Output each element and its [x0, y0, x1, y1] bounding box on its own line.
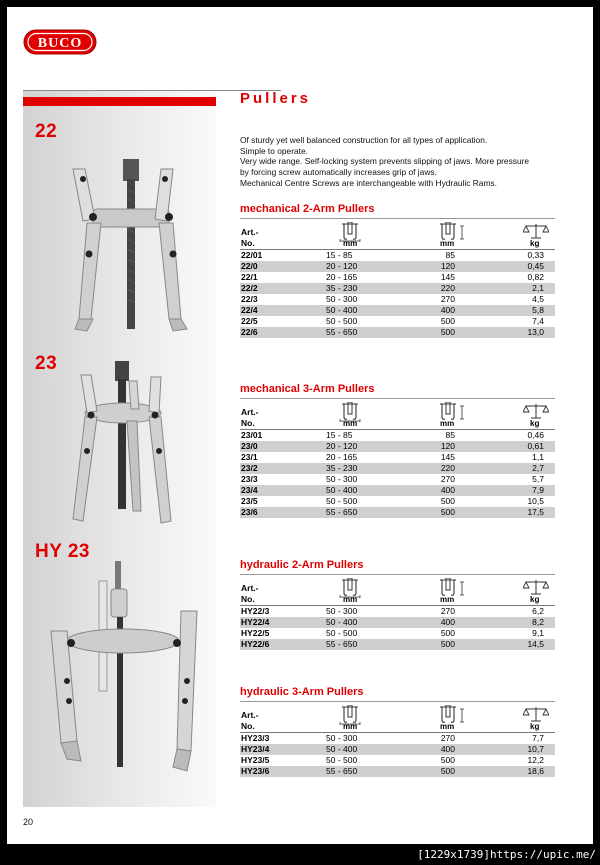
- jaw-range: 50 - 400: [326, 744, 358, 754]
- table-row: [240, 755, 555, 766]
- puller-table: [240, 383, 555, 518]
- table-row: [240, 294, 555, 305]
- art-number: 22/1: [241, 272, 258, 282]
- art-number: HY23/6: [241, 766, 270, 776]
- weight: 7,4: [532, 316, 544, 326]
- jaw-depth: 400: [440, 744, 455, 754]
- jaw-range: 35 - 230: [326, 463, 358, 473]
- art-number: 22/6: [241, 327, 258, 337]
- weight: 7,9: [532, 485, 544, 495]
- intro-line: Mechanical Centre Screws are interchangeable with Hydraulic Rams.: [240, 177, 497, 188]
- table-row: [240, 327, 555, 338]
- catalog-page: [7, 7, 593, 844]
- jaw-range: 50 - 300: [326, 606, 358, 616]
- art-number: 23/0: [241, 441, 258, 451]
- table-row: [240, 272, 555, 283]
- jaw-depth: 500: [440, 755, 455, 765]
- jaw-range: 20 - 165: [326, 272, 358, 282]
- art-number: 22/0: [241, 261, 258, 271]
- scale-icon: [523, 578, 549, 596]
- buco-logo: [23, 29, 97, 55]
- art-no-header: [241, 710, 258, 732]
- weight: 10,5: [527, 496, 544, 506]
- table-row: [240, 250, 555, 261]
- table-header: [240, 575, 555, 605]
- table-row: [240, 452, 555, 463]
- art-number: HY22/6: [241, 639, 270, 649]
- depth-unit: mm: [440, 722, 455, 731]
- art-header-line: No.: [241, 594, 255, 604]
- table-row: [240, 744, 555, 755]
- intro-line: by forcing screw automatically increases grip of jaws.: [240, 167, 437, 178]
- jaw-depth: 500: [440, 639, 455, 649]
- jaw-range: 50 - 500: [326, 628, 358, 638]
- scale-icon: [523, 402, 549, 420]
- jaw-depth: 220: [440, 283, 455, 293]
- weight-unit: kg: [530, 239, 540, 248]
- two-arm-puller-image: [53, 159, 193, 344]
- table-row: [240, 305, 555, 316]
- table-row: [240, 463, 555, 474]
- intro-line: Simple to operate.: [240, 145, 308, 156]
- hydraulic-puller-image: [41, 561, 206, 801]
- weight: 10,7: [527, 744, 544, 754]
- weight: 5,7: [532, 474, 544, 484]
- weight: 9,1: [532, 628, 544, 638]
- art-header-line: No.: [241, 418, 255, 428]
- table-row: [240, 639, 555, 650]
- intro-line: Very wide range. Self-locking system prevents slipping of jaws. More pressure: [240, 156, 530, 167]
- table-row: [240, 628, 555, 639]
- depth-unit: mm: [440, 595, 455, 604]
- jaw-range: 50 - 500: [326, 755, 358, 765]
- art-header-line: Art.-: [241, 407, 259, 417]
- product-label-hy23: HY 23: [35, 541, 90, 562]
- three-arm-puller-image: [63, 361, 183, 536]
- jaw-depth: 270: [440, 606, 455, 616]
- art-number: HY23/4: [241, 744, 270, 754]
- scale-icon: [523, 222, 549, 240]
- jaw-depth: 400: [440, 485, 455, 495]
- jaw-range: 35 - 230: [326, 283, 358, 293]
- table-title: hydraulic 3-Arm Pullers: [240, 686, 364, 698]
- weight: 0,33: [527, 250, 544, 260]
- art-number: 22/5: [241, 316, 258, 326]
- art-number: 22/3: [241, 294, 258, 304]
- weight: 13,0: [527, 327, 544, 337]
- jaw-depth: 145: [440, 272, 455, 282]
- jaw-range: 20 - 120: [326, 261, 358, 271]
- art-header-line: Art.-: [241, 710, 259, 720]
- weight: 0,82: [527, 272, 544, 282]
- jaw-depth: 85: [445, 430, 455, 440]
- puller-table: [240, 559, 555, 650]
- jaw-range: 50 - 400: [326, 305, 358, 315]
- table-title: mechanical 2-Arm Pullers: [240, 203, 375, 215]
- jaw-depth: 400: [440, 305, 455, 315]
- weight: 0,46: [527, 430, 544, 440]
- jaw-range: 15 - 85: [326, 430, 353, 440]
- jaw-depth: 270: [440, 294, 455, 304]
- art-number: 23/3: [241, 474, 258, 484]
- table-row: [240, 606, 555, 617]
- art-header-line: No.: [241, 238, 255, 248]
- art-number: 23/1: [241, 452, 258, 462]
- table-row: [240, 617, 555, 628]
- jaw-depth: 220: [440, 463, 455, 473]
- jaw-depth: 85: [445, 250, 455, 260]
- table-row: [240, 485, 555, 496]
- weight: 2,7: [532, 463, 544, 473]
- art-no-header: [241, 407, 258, 429]
- jaw-range: 50 - 300: [326, 733, 358, 743]
- art-no-header: [241, 583, 258, 605]
- jaw-range: 50 - 300: [326, 474, 358, 484]
- jaw-depth: 145: [440, 452, 455, 462]
- jaw-range: 15 - 85: [326, 250, 353, 260]
- puller-table: [240, 203, 555, 338]
- weight: 0,61: [527, 441, 544, 451]
- table-header: [240, 399, 555, 429]
- jaw-depth: 500: [440, 766, 455, 776]
- art-number: 22/2: [241, 283, 258, 293]
- weight: 0,45: [527, 261, 544, 271]
- watermark-text: [1229x1739]https://upic.me/: [417, 848, 596, 861]
- table-row: [240, 261, 555, 272]
- weight-unit: kg: [530, 722, 540, 731]
- weight: 4,5: [532, 294, 544, 304]
- depth-unit: mm: [440, 419, 455, 428]
- weight-unit: kg: [530, 595, 540, 604]
- jaw-range: 55 - 650: [326, 639, 358, 649]
- weight: 7,7: [532, 733, 544, 743]
- jaw-range: 55 - 650: [326, 327, 358, 337]
- art-number: 23/4: [241, 485, 258, 495]
- jaw-range: 20 - 165: [326, 452, 358, 462]
- table-title: mechanical 3-Arm Pullers: [240, 383, 375, 395]
- art-number: 23/01: [241, 430, 263, 440]
- weight: 14,5: [527, 639, 544, 649]
- page-title: Pullers: [240, 90, 312, 107]
- jaw-range: 50 - 400: [326, 617, 358, 627]
- art-number: 23/2: [241, 463, 258, 473]
- jaw-range: 50 - 400: [326, 485, 358, 495]
- art-number: HY22/5: [241, 628, 270, 638]
- jaw-range: 55 - 650: [326, 766, 358, 776]
- weight: 12,2: [527, 755, 544, 765]
- jaw-depth: 120: [440, 261, 455, 271]
- jaw-depth: 500: [440, 496, 455, 506]
- art-header-line: Art.-: [241, 227, 259, 237]
- weight: 2,1: [532, 283, 544, 293]
- weight: 6,2: [532, 606, 544, 616]
- table-row: [240, 474, 555, 485]
- jaw-depth: 270: [440, 474, 455, 484]
- range-unit: mm: [343, 722, 358, 731]
- jaw-depth: 500: [440, 507, 455, 517]
- range-unit: mm: [343, 239, 358, 248]
- art-number: 23/5: [241, 496, 258, 506]
- table-header: [240, 219, 555, 249]
- jaw-range: 50 - 500: [326, 316, 358, 326]
- weight: 8,2: [532, 617, 544, 627]
- art-number: 22/4: [241, 305, 258, 315]
- jaw-depth: 270: [440, 733, 455, 743]
- weight: 1,1: [532, 452, 544, 462]
- product-label-23: 23: [35, 353, 58, 374]
- weight: 5,8: [532, 305, 544, 315]
- table-header: [240, 702, 555, 732]
- art-number: HY23/3: [241, 733, 270, 743]
- depth-unit: mm: [440, 239, 455, 248]
- jaw-depth: 400: [440, 617, 455, 627]
- table-row: [240, 316, 555, 327]
- table-row: [240, 283, 555, 294]
- jaw-range: 50 - 300: [326, 294, 358, 304]
- range-unit: mm: [343, 595, 358, 604]
- weight-unit: kg: [530, 419, 540, 428]
- art-number: HY23/5: [241, 755, 270, 765]
- page-number: 20: [23, 817, 34, 827]
- red-accent-bar: [23, 97, 216, 106]
- jaw-range: 50 - 500: [326, 496, 358, 506]
- art-no-header: [241, 227, 258, 249]
- art-number: HY22/4: [241, 617, 270, 627]
- jaw-range: 20 - 120: [326, 441, 358, 451]
- table-title: hydraulic 2-Arm Pullers: [240, 559, 364, 571]
- jaw-depth: 500: [440, 628, 455, 638]
- svg-text:BUCO: BUCO: [37, 36, 83, 51]
- art-header-line: Art.-: [241, 583, 259, 593]
- table-row: [240, 441, 555, 452]
- jaw-depth: 500: [440, 316, 455, 326]
- puller-table: [240, 686, 555, 777]
- scale-icon: [523, 705, 549, 723]
- weight: 18,6: [527, 766, 544, 776]
- art-header-line: No.: [241, 721, 255, 731]
- jaw-range: 55 - 650: [326, 507, 358, 517]
- intro-text: [240, 135, 565, 189]
- table-row: [240, 766, 555, 777]
- weight: 17,5: [527, 507, 544, 517]
- table-row: [240, 507, 555, 518]
- table-row: [240, 430, 555, 441]
- art-number: 22/01: [241, 250, 263, 260]
- range-unit: mm: [343, 419, 358, 428]
- art-number: 23/6: [241, 507, 258, 517]
- art-number: HY22/3: [241, 606, 270, 616]
- intro-line: Of sturdy yet well balanced construction for all types of application.: [240, 135, 488, 145]
- table-row: [240, 733, 555, 744]
- product-label-22: 22: [35, 121, 58, 142]
- jaw-depth: 120: [440, 441, 455, 451]
- table-row: [240, 496, 555, 507]
- jaw-depth: 500: [440, 327, 455, 337]
- product-image-panel: [23, 91, 216, 807]
